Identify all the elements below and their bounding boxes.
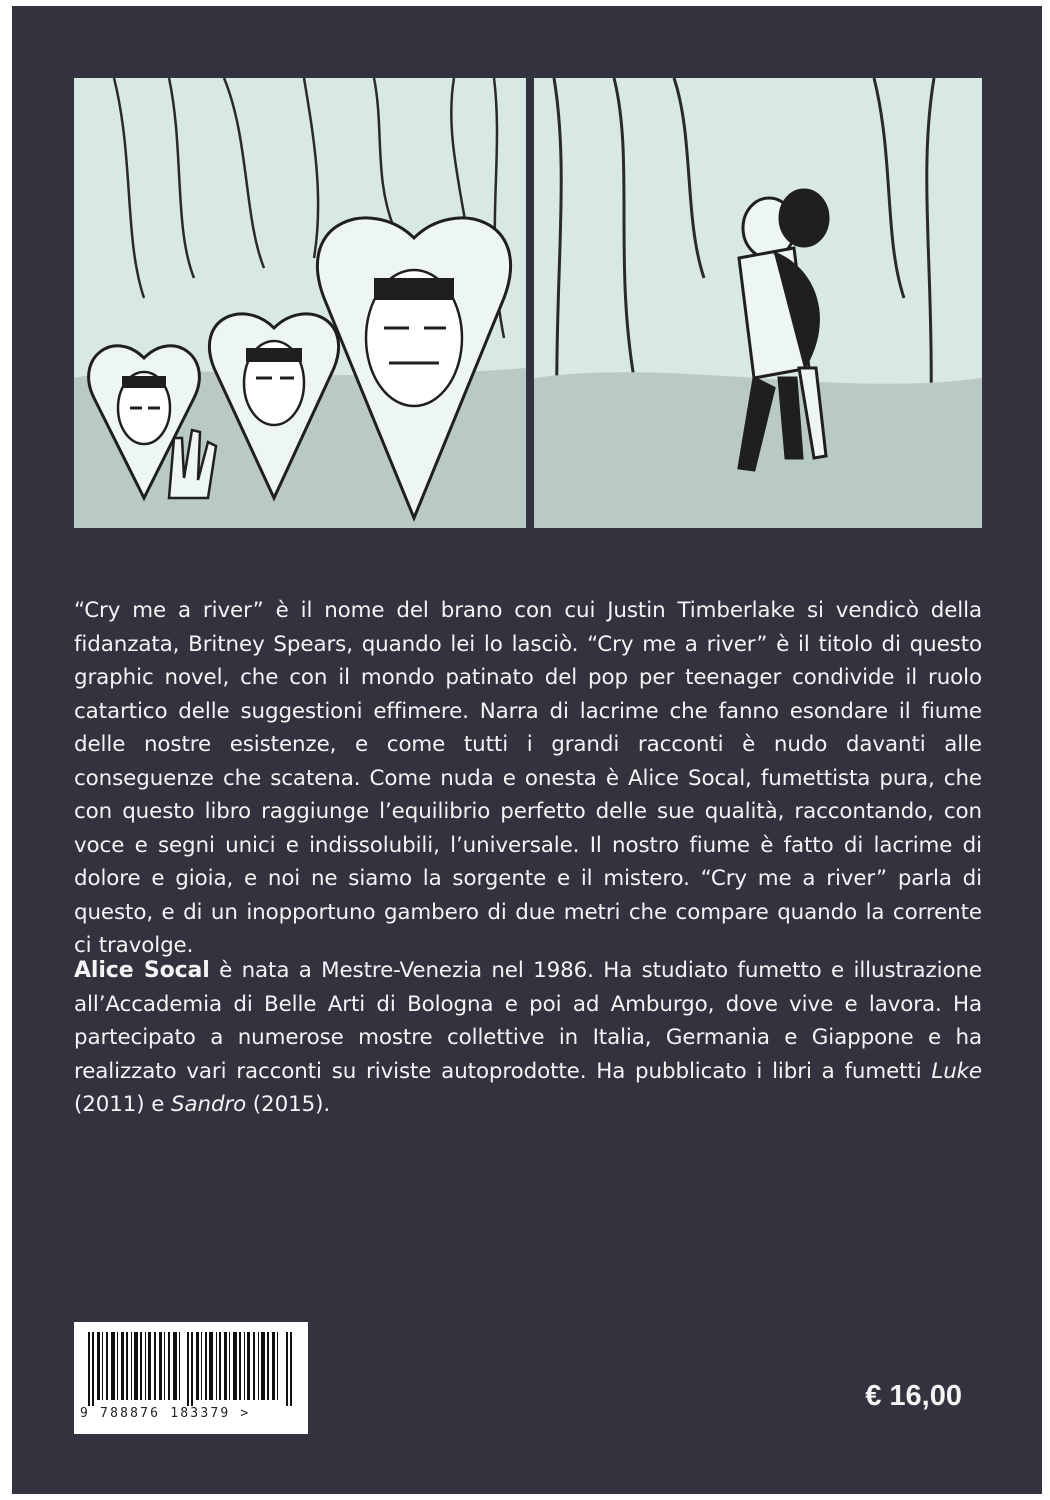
bio-text-2: (2011) e [74, 1092, 171, 1117]
price-label: € 16,00 [865, 1380, 962, 1412]
isbn-barcode [74, 1322, 308, 1434]
book-title-sandro: Sandro [171, 1092, 247, 1117]
barcode-icon [88, 1332, 294, 1406]
bio-text-3: (2015). [246, 1092, 331, 1117]
author-name: Alice Socal [74, 958, 210, 983]
blurb-paragraph: “Cry me a river” è il nome del brano con cui Justin Timberlake si vendicò della fidanzata, Britney Spears, quando lei lo lasciò. “Cry me a river” è il titolo di questo graphic novel, che con il mondo patinato del pop per teenager condivide il ruolo catartico delle suggestioni effimere. Narra di lacrime che fanno esondare il fiume delle nostre esistenze, e come tutti i grandi racconti è nudo davanti alle conseguenze che scatena. Come nuda e onesta è Alice Socal, fumettista pura, che con questo libro raggiunge l’equilibrio perfetto delle sue qualità, raccontando, con voce e segni unici e indissolubili, l’universale. Il nostro fiume è fatto di lacrime di dolore e gioia, e noi ne siamo la sorgente e il mistero. “Cry me a river” parla di questo, e di un inopportuno gambero di due metri che compare quando la corrente ci travolge. [74, 598, 982, 958]
book-title-luke: Luke [931, 1058, 982, 1084]
comic-illustration [74, 78, 982, 528]
isbn-number: 9 788876 183379 > [80, 1406, 251, 1421]
bio-text-1: è nata a Mestre-Venezia nel 1986. Ha studiato fumetto e illustrazione all’Accademia di Belle Arti di Bologna e poi ad Amburgo, dove vive e lavora. Ha partecipato a numerose mostre collettive in Italia, Germania e Giappone e ha realizzato vari racconti su riviste autoprodotte. Ha pubblicato i libri a fumetti [74, 958, 982, 1084]
back-cover-blurb [74, 594, 982, 963]
author-bio [74, 954, 982, 1122]
back-cover [12, 6, 1042, 1494]
